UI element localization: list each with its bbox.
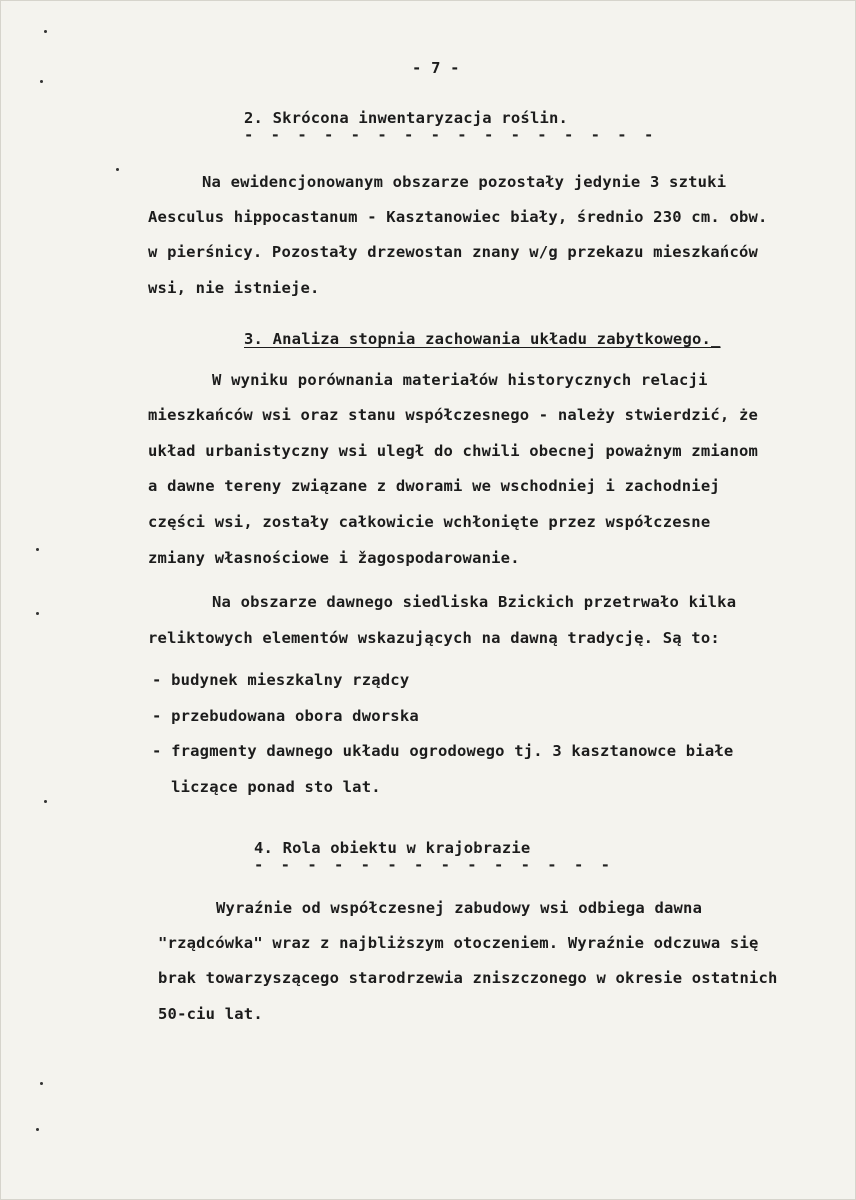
section-4-line-4: 50-ciu lat. [158, 1005, 263, 1023]
page-number: - 7 - [412, 59, 460, 77]
section-3-para1-line-1: W wyniku porównania materiałów historycznych relacji [212, 371, 708, 389]
section-2-heading-underline: - - - - - - - - - - - - - - - - [244, 126, 658, 144]
scan-speck [36, 612, 39, 615]
section-3-bullet-1: - budynek mieszkalny rządcy [152, 671, 410, 689]
section-2-heading: 2. Skrócona inwentaryzacja roślin. [244, 109, 569, 127]
section-2-line-4: wsi, nie istnieje. [148, 279, 320, 297]
scan-speck [44, 30, 47, 33]
scan-speck [36, 1128, 39, 1131]
section-2-line-3: w pierśnicy. Pozostały drzewostan znany w/g przekazu mieszkańców [148, 243, 759, 261]
section-3-para1-line-3: układ urbanistyczny wsi uległ do chwili obecnej poważnym zmianom [148, 442, 759, 460]
scan-speck [44, 800, 47, 803]
section-3-bullet-2: - przebudowana obora dworska [152, 707, 419, 725]
section-2-line-1: Na ewidencjonowanym obszarze pozostały jedynie 3 sztuki [202, 173, 727, 191]
section-3-para2-line-1: Na obszarze dawnego siedliska Bzickich przetrwało kilka [212, 593, 737, 611]
section-3-heading: 3. Analiza stopnia zachowania układu zabytkowego._ [244, 330, 721, 348]
section-2-line-2: Aesculus hippocastanum - Kasztanowiec biały, średnio 230 cm. obw. [148, 208, 768, 226]
section-3-para1-line-2: mieszkańców wsi oraz stanu współczesnego - należy stwierdzić, że [148, 406, 759, 424]
section-3-bullet-3: - fragmenty dawnego układu ogrodowego tj. 3 kasztanowce białe [152, 742, 734, 760]
section-4-heading-underline: - - - - - - - - - - - - - - [254, 856, 614, 874]
scan-speck [116, 168, 119, 171]
section-4-line-2: "rządcówka" wraz z najbliższym otoczeniem. Wyraźnie odczuwa się [158, 934, 759, 952]
section-4-line-1: Wyraźnie od współczesnej zabudowy wsi odbiega dawna [216, 899, 703, 917]
scan-speck [36, 548, 39, 551]
scan-speck [40, 1082, 43, 1085]
section-3-para2-line-2: reliktowych elementów wskazujących na dawną tradycję. Są to: [148, 629, 720, 647]
section-3-para1-line-6: zmiany własnościowe i žagospodarowanie. [148, 549, 520, 567]
section-4-line-3: brak towarzyszącego starodrzewia zniszczonego w okresie ostatnich [158, 969, 778, 987]
section-4-heading: 4. Rola obiektu w krajobrazie [254, 839, 531, 857]
section-3-para1-line-4: a dawne tereny związane z dworami we wschodniej i zachodniej [148, 477, 720, 495]
section-3-bullet-3-continuation: liczące ponad sto lat. [152, 778, 381, 796]
section-3-para1-line-5: części wsi, zostały całkowicie wchłonięte przez współczesne [148, 513, 711, 531]
scan-speck [40, 80, 43, 83]
